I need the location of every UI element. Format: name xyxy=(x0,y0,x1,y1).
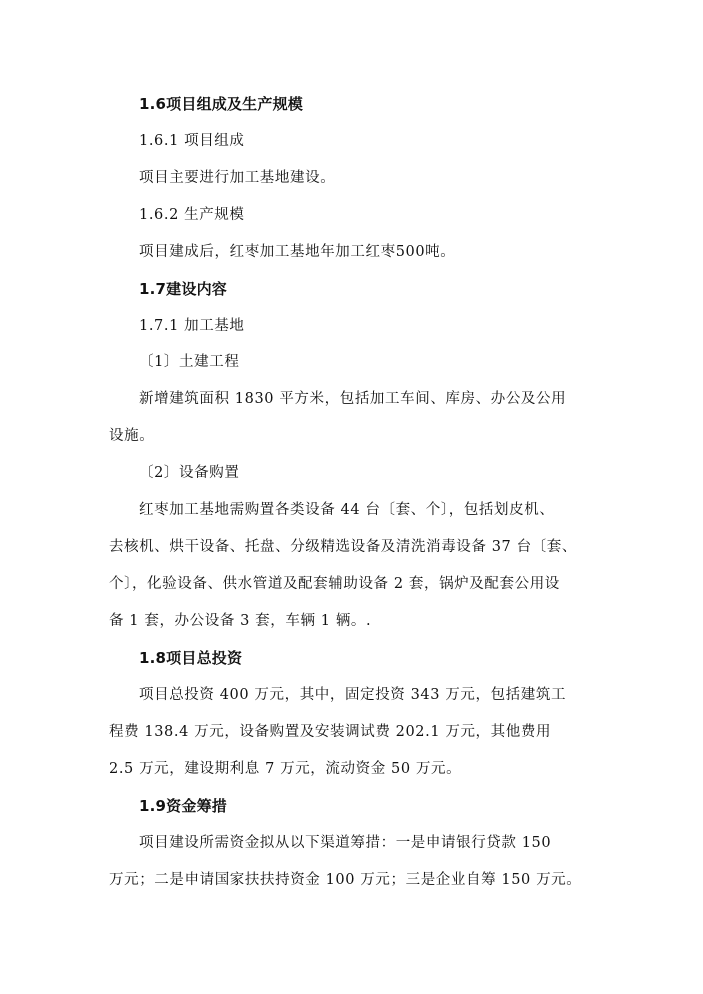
heading-1-7: 1.7建设内容 xyxy=(139,280,227,298)
para-equip-line3: 个〕，化验设备、供水管道及配套辅助设备 2 套，锅炉及配套公用设 xyxy=(109,576,560,592)
para-equip-line1: 红枣加工基地需购置各类设备 44 台〔套、个〕，包括划皮机、 xyxy=(139,502,555,518)
subheading-1-6-2: 1.6.2 生产规模 xyxy=(139,207,245,223)
subheading-1-6-1: 1.6.1 项目组成 xyxy=(139,133,245,149)
para-invest-line1: 项目总投资 400 万元，其中，固定投资 343 万元，包括建筑工 xyxy=(139,687,567,703)
para-equip-line4: 备 1 套，办公设备 3 套，车辆 1 辆。. xyxy=(109,613,372,629)
para-civil-line2: 设施。 xyxy=(109,428,155,444)
subheading-1-7-1: 1.7.1 加工基地 xyxy=(139,318,245,334)
item-2-equipment: 〔2〕设备购置 xyxy=(139,465,240,481)
para-invest-line2: 程费 138.4 万元，设备购置及安装调试费 202.1 万元，其他费用 xyxy=(109,724,552,740)
para-equip-line2: 去核机、烘干设备、托盘、分级精选设备及清洗消毒设备 37 台〔套、 xyxy=(109,539,577,555)
para-1-6-1: 项目主要进行加工基地建设。 xyxy=(139,170,336,186)
para-invest-line3: 2.5 万元，建设期利息 7 万元，流动资金 50 万元。 xyxy=(109,761,462,777)
para-civil-line1: 新增建筑面积 1830 平方米，包括加工车间、库房、办公及公用 xyxy=(139,391,567,407)
para-fund-line2: 万元；二是申请国家扶扶持资金 100 万元；三是企业自筹 150 万元。 xyxy=(109,872,582,888)
para-1-6-2: 项目建成后，红枣加工基地年加工红枣500吨。 xyxy=(139,244,456,260)
heading-1-6: 1.6项目组成及生产规模 xyxy=(139,95,303,113)
para-fund-line1: 项目建设所需资金拟从以下渠道筹措：一是申请银行贷款 150 xyxy=(139,835,552,851)
item-1-civil: 〔1〕土建工程 xyxy=(139,354,240,370)
heading-1-9: 1.9资金筹措 xyxy=(139,797,227,815)
heading-1-8: 1.8项目总投资 xyxy=(139,649,243,667)
